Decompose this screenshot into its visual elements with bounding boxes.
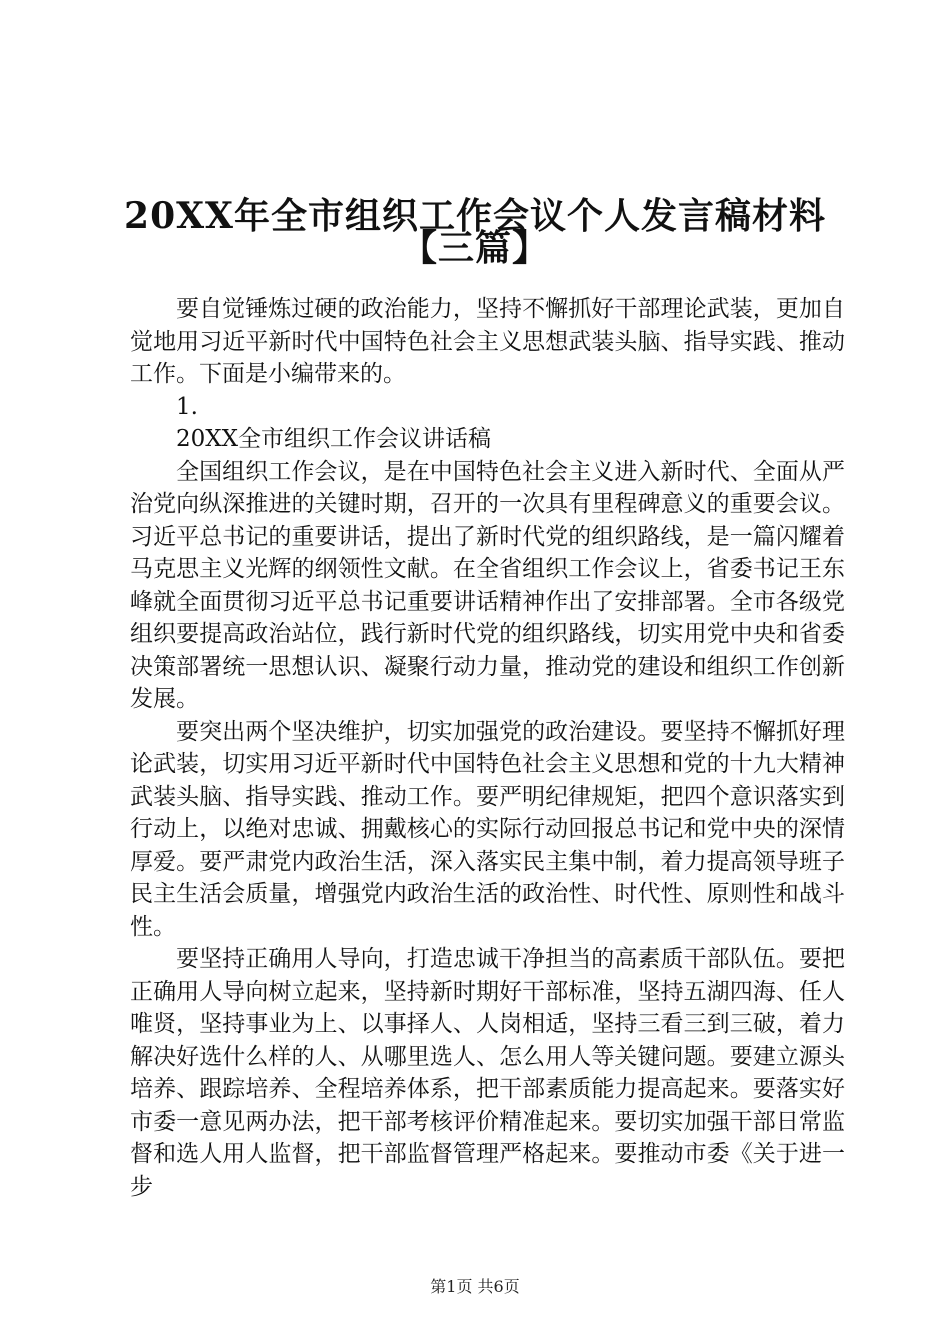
- document-body: [130, 293, 845, 1203]
- body-paragraph: 要突出两个坚决维护，切实加强党的政治建设。要坚持不懈抓好理论武装，切实用习近平新时代中国特色社会主义思想和党的十九大精神武装头脑、指导实践、推动工作。要严明纪律规矩，把四个意识落实到行动上，以绝对忠诚、拥戴核心的实际行动回报总书记和党中央的深情厚爱。要严肃党内政治生活，深入落实民主集中制，着力提高领导班子民主生活会质量，增强党内政治生活的政治性、时代性、原则性和战斗性。: [130, 718, 845, 940]
- document-title-subtitle: 【三篇】: [400, 227, 549, 269]
- body-paragraph: 要坚持正确用人导向，打造忠诚干净担当的高素质干部队伍。要把正确用人导向树立起来，坚持新时期好干部标准，坚持五湖四海、任人唯贤，坚持事业为上、以事择人、人岗相适，坚持三看三到三破，着力解决好选什么样的人、从哪里选人、怎么用人等关键问题。要建立源头培养、跟踪培养、全程培养体系，把干部素质能力提高起来。要落实好市委一意见两办法，把干部考核评价精准起来。要切实加强干部日常监督和选人用人监督，把干部监督管理严格起来。要推动市委《关于进一步: [130, 946, 845, 1200]
- section-number: 1.: [176, 393, 198, 420]
- document-title: 20XX年全市组织工作会议个人发言稿材料: [124, 195, 826, 237]
- page-footer: 第1页 共6页: [430, 1277, 520, 1296]
- intro-paragraph: 要自觉锤炼过硬的政治能力，坚持不懈抓好干部理论武装，更加自觉地用习近平新时代中国特色社会主义思想武装头脑、指导实践、推动工作。下面是小编带来的。: [130, 296, 845, 387]
- body-paragraph: 全国组织工作会议，是在中国特色社会主义进入新时代、全面从严治党向纵深推进的关键时期，召开的一次具有里程碑意义的重要会议。习近平总书记的重要讲话，提出了新时代党的组织路线，是一篇闪耀着马克思主义光辉的纲领性文献。在全省组织工作会议上，省委书记王东峰就全面贯彻习近平总书记重要讲话精神作出了安排部署。全市各级党组织要提高政治站位，践行新时代党的组织路线，切实用党中央和省委决策部署统一思想认识、凝聚行动力量，推动党的建设和组织工作创新发展。: [130, 458, 845, 712]
- section-title: 20XX全市组织工作会议讲话稿: [176, 426, 492, 452]
